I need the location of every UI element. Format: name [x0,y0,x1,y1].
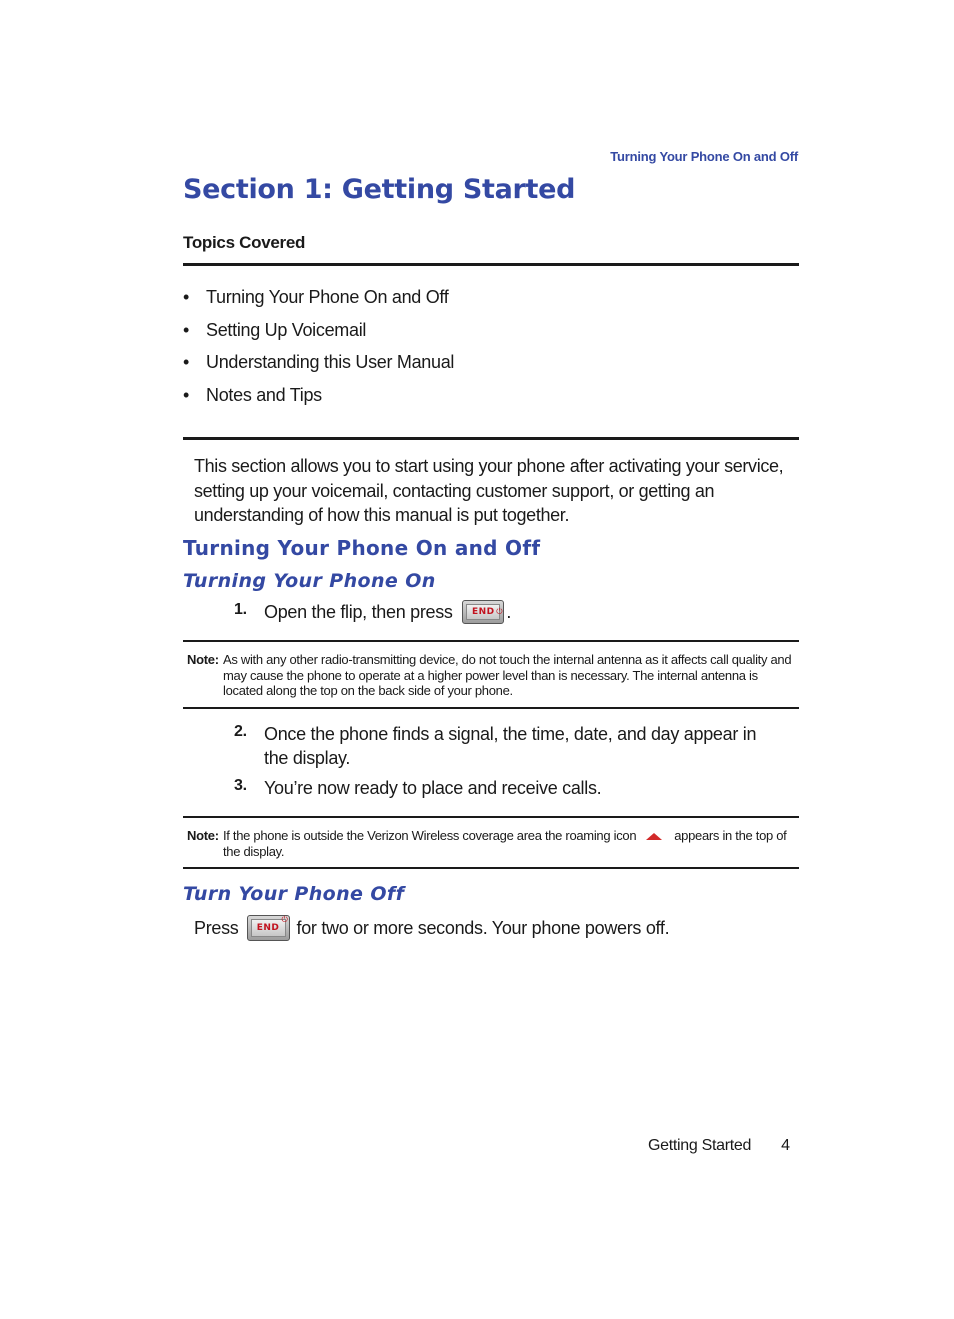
roaming-icon [646,833,662,840]
note2-bottom-rule [183,867,799,869]
topics-heading: Topics Covered [183,233,306,252]
running-head: Turning Your Phone On and Off [610,149,798,164]
topics-list [183,287,454,417]
page-footer [648,1137,790,1155]
topics-top-rule [183,263,799,266]
topics-bottom-rule [183,437,799,440]
section-title: Section 1: Getting Started [183,174,576,205]
press-line: Press END ⏻ for two or more seconds. Your phone powers off. [194,915,669,941]
heading-turning-on: Turning Your Phone On [183,570,436,592]
end-key-icon: END ⏻ [462,600,504,624]
topic-item: • Turning Your Phone On and Off [183,287,449,307]
note1-bottom-rule [183,707,799,709]
note2-top-rule [183,816,799,818]
note-antenna: Note: As with any other radio-transmitting device, do not touch the internal antenna as it affects call quality and may cause the phone to operate at a higher power level than is necessary. The internal antenna is located along the top on the back side of your phone. [187,652,792,698]
topic-item: • Setting Up Voicemail [183,319,367,340]
heading-turn-off: Turn Your Phone Off [183,883,405,905]
note-roaming: Note: If the phone is outside the Verizon Wireless coverage area the roaming icon appears in the top of the display. [187,828,787,859]
note1-top-rule [183,640,799,642]
topic-item: • Notes and Tips [183,384,322,405]
page-number: 4 [781,1137,790,1154]
topic-item: • Understanding this User Manual [183,352,455,372]
heading-turning-on-off: Turning Your Phone On and Off [183,536,541,560]
step-1: 1. Open the flip, then press END ⏻ . [234,600,764,625]
step-2: 2. Once the phone finds a signal, the time, date, and day appear in the display. [234,723,757,768]
intro-paragraph: This section allows you to start using your phone after activating your service, setting up your voicemail, contacting customer support, or getting an understanding of how this manual is put together. [194,456,784,525]
step-3: 3. You’re now ready to place and receive calls. [234,777,602,798]
footer-label: Getting Started [648,1137,752,1154]
end-key-icon: END ⏻ [247,915,290,941]
